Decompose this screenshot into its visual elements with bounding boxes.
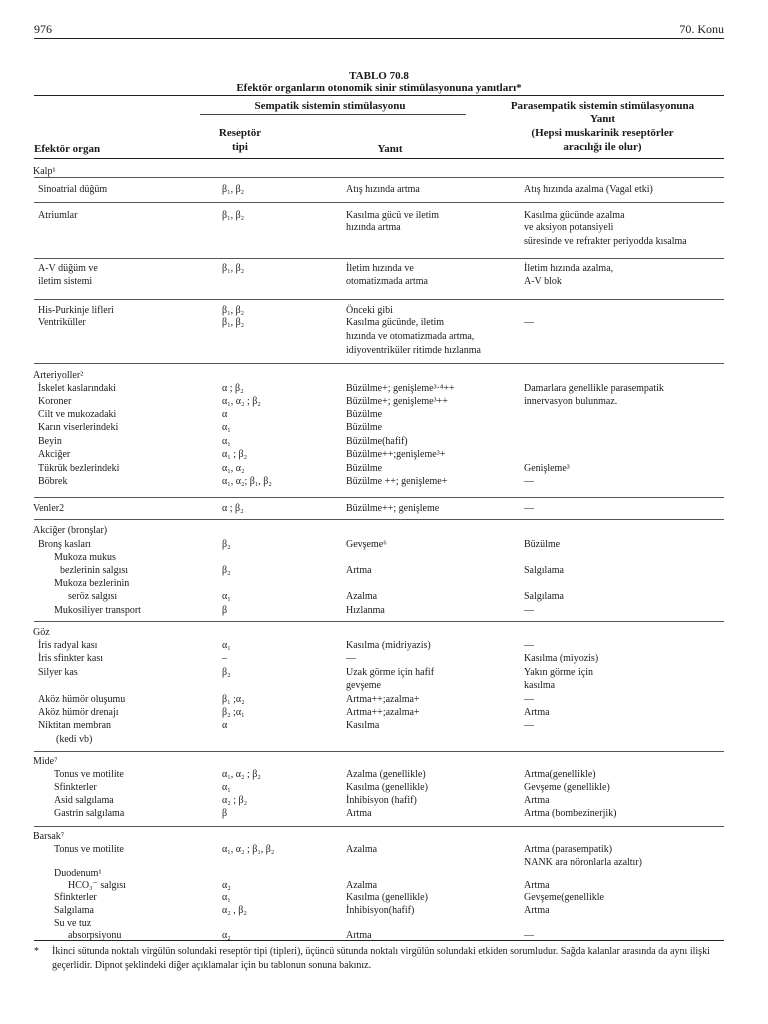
receptor-type-cell: α₁, α₂ — [222, 463, 245, 474]
effector-organ-cell: Asid salgılama — [54, 795, 114, 806]
effector-organ-cell: İris sfinkter kası — [38, 653, 103, 664]
parasympathetic-response-cell: innervasyon bulunmaz. — [524, 396, 618, 407]
effector-organ-cell: bezlerinin salgısı — [60, 565, 129, 576]
sympathetic-response-cell: Büzülme(hafif) — [346, 436, 408, 447]
sympathetic-response-cell: Büzülme ++; genişleme+ — [346, 476, 448, 487]
parasympathetic-response-cell: süresinde ve refrakter periyodda kısalma — [524, 236, 687, 247]
sympathetic-response-cell: Uzak görme için hafif — [346, 667, 435, 678]
effector-organ-cell: Venler2 — [33, 503, 65, 514]
sympathetic-response-cell: Önceki gibi — [346, 305, 393, 316]
receptor-type-cell: – — [222, 653, 227, 664]
parasympathetic-response-cell: ve aksiyon potansiyeli — [524, 222, 614, 233]
sympathetic-response-cell: Kasılma (midriyazis) — [346, 640, 431, 651]
sympathetic-response-cell: — — [346, 653, 356, 664]
receptor-type-cell: β — [222, 605, 228, 616]
parasympathetic-response-cell: — — [524, 694, 534, 705]
effector-organ-cell: Su ve tuz — [54, 918, 92, 929]
receptor-type-cell: β₁, β₂ — [222, 317, 245, 328]
sympathetic-response-cell: Artma — [346, 930, 372, 941]
effector-organ-cell: Sfinkterler — [54, 782, 97, 793]
parasympathetic-response-cell: Damarlara genellikle parasempatik — [524, 383, 664, 394]
receptor-type-cell: α₁, α₂; β₁, β₂ — [222, 476, 272, 487]
sympathetic-response-cell: Gevşeme⁶ — [346, 539, 387, 550]
effector-organ-cell: Göz — [33, 627, 50, 638]
effector-organ-cell: Kalp¹ — [33, 166, 56, 177]
parasympathetic-response-cell: NANK ara nöronlarla azaltır) — [524, 857, 642, 868]
effector-organ-cell: Barsak⁷ — [33, 831, 65, 842]
receptor-type-cell: α₁ — [222, 640, 231, 651]
group-separator — [34, 519, 724, 520]
group-separator — [34, 299, 724, 300]
parasympathetic-response-cell: İletim hızında azalma, — [524, 263, 614, 274]
sympathetic-response-cell: Atış hızında artma — [346, 184, 420, 195]
sympathetic-response-cell: Azalma — [346, 880, 378, 891]
parasympathetic-response-cell: A-V blok — [524, 276, 562, 287]
receptor-type-cell: β — [222, 808, 228, 819]
effector-organ-cell: Salgılama — [54, 905, 94, 916]
parasympathetic-response-cell: Artma — [524, 880, 550, 891]
receptor-type-cell: β₂ — [222, 667, 231, 678]
receptor-type-cell: α₁ — [222, 436, 231, 447]
parasympathetic-response-cell: Atış hızında azalma (Vagal etki) — [524, 184, 653, 195]
footnote-text: İkinci sütunda noktalı virgülün solundaki reseptör tipi (tipleri), üçüncü sütunda noktalı virgülün solundaki etkiden sorumludur. Sağda kalanlar arasında da aynı ilişki geçerlidir. Dipnot şeklindeki diğer açıklamalar için bu tablonun sonuna bakınız. — [52, 946, 710, 971]
parasympathetic-response-cell: Artma(genellikle) — [524, 769, 596, 780]
parasympathetic-response-cell: — — [524, 930, 534, 941]
sympathetic-response-cell: hızında ve otomatizmada artma, — [346, 331, 475, 342]
receptor-type-cell: α₂ — [222, 930, 231, 941]
receptor-type-cell: β₂ ;α₁ — [222, 707, 245, 718]
effector-organ-cell: Mukosiliyer transport — [54, 605, 141, 616]
response-heading: Yanıt — [377, 143, 403, 155]
parasympathetic-response-cell: — — [524, 476, 534, 487]
effector-organ-cell: Tonus ve motilite — [54, 769, 124, 780]
group-separator — [34, 497, 724, 498]
effector-organ-cell: Akciğer (bronşlar) — [33, 525, 108, 536]
receptor-type-cell: α ; β₂ — [222, 383, 244, 394]
sympathetic-response-cell: Azalma (genellikle) — [346, 769, 426, 780]
effector-organ-cell: absorpsiyonu — [68, 930, 122, 941]
parasympathetic-heading-3: (Hepsi muskarinik reseptörler — [531, 127, 674, 139]
effector-organ-cell: (kedi vb) — [56, 734, 93, 745]
group-separator — [34, 363, 724, 364]
group-separator — [34, 751, 724, 752]
parasympathetic-response-cell: Salgılama — [524, 565, 564, 576]
sympathetic-heading: Sempatik sistemin stimülasyonu — [254, 100, 406, 112]
effector-organ-cell: Mukoza bezlerinin — [54, 578, 130, 589]
group-separator — [34, 826, 724, 827]
group-separator — [34, 258, 724, 259]
effector-organ-cell: İskelet kaslarındaki — [38, 383, 117, 394]
receptor-type-cell: β₁, β₂ — [222, 305, 245, 316]
sympathetic-response-cell: Azalma — [346, 844, 378, 855]
receptor-type-cell: β₁, β₂ — [222, 263, 245, 274]
sympathetic-response-cell: Kasılma gücünde, iletim — [346, 317, 445, 328]
parasympathetic-heading-2: Yanıt — [589, 113, 616, 125]
effector-organ-cell: Karın viserlerindeki — [38, 422, 119, 433]
sympathetic-response-cell: Azalma — [346, 591, 378, 602]
receptor-type-cell: α₁, α₂ ; β₁, β₂ — [222, 844, 275, 855]
sympathetic-response-cell: Artma — [346, 808, 372, 819]
effector-organ-cell: seröz salgısı — [68, 591, 118, 602]
receptor-type-cell: α₁ — [222, 422, 231, 433]
receptor-type-cell: α₁, α₂ ; β₂ — [222, 396, 261, 407]
parasympathetic-response-cell: Artma — [524, 707, 550, 718]
footnote-marker: * — [34, 946, 39, 957]
parasympathetic-response-cell: — — [524, 640, 534, 651]
receptor-type-cell: α — [222, 409, 228, 420]
parasympathetic-heading-1: Parasempatik sistemin stimülasyonuna — [510, 100, 695, 112]
sympathetic-response-cell: hızında artma — [346, 222, 401, 233]
receptor-type-cell: α₁ ; β₂ — [222, 449, 248, 460]
sympathetic-response-cell: gevşeme — [346, 680, 381, 691]
chapter-label: 70. Konu — [679, 22, 724, 36]
receptor-type-cell: β₂ — [222, 539, 231, 550]
parasympathetic-response-cell: — — [524, 720, 534, 731]
receptor-type-cell: α₁, α₂ ; β₂ — [222, 769, 261, 780]
parasympathetic-response-cell: kasılma — [524, 680, 556, 691]
effector-organ-cell: Cilt ve mukozadaki — [38, 409, 117, 420]
sympathetic-response-cell: Artma++;azalma+ — [346, 694, 420, 705]
effector-organ-cell: Mukoza mukus — [54, 552, 116, 563]
effector-organ-cell: Sfinkterler — [54, 892, 97, 903]
effector-organ-cell: Tonus ve motilite — [54, 844, 124, 855]
effector-organ-cell: Sinoatrial düğüm — [38, 184, 108, 195]
effector-organ-cell: Aköz hümör drenajı — [38, 707, 119, 718]
parasympathetic-response-cell: Genişleme³ — [524, 463, 570, 474]
parasympathetic-heading-4: aracılığı ile olur) — [563, 141, 642, 153]
parasympathetic-response-cell: Gevşeme (genellikle) — [524, 782, 610, 793]
parasympathetic-response-cell: Büzülme — [524, 539, 561, 550]
effector-organ-cell: Aköz hümör oluşumu — [38, 694, 126, 705]
receptor-type-cell: α — [222, 720, 228, 731]
parasympathetic-response-cell: Artma (bombezinerjik) — [524, 808, 617, 819]
effector-organ-cell: A-V düğüm ve — [38, 263, 98, 274]
receptor-type-cell: α₁ — [222, 591, 231, 602]
effector-organ-cell: Duodenum¹ — [54, 868, 102, 879]
parasympathetic-response-cell: Artma — [524, 795, 550, 806]
receptor-type-cell: β₂ — [222, 565, 231, 576]
parasympathetic-response-cell: Salgılama — [524, 591, 564, 602]
sympathetic-response-cell: İnhibisyon (hafif) — [346, 795, 417, 806]
effector-organ-cell: Arteriyoller² — [33, 370, 84, 381]
sympathetic-response-cell: İnhibisyon(hafif) — [346, 905, 415, 916]
table-label: TABLO 70.8 — [349, 70, 409, 82]
parasympathetic-response-cell: Gevşeme(genellikle — [524, 892, 604, 903]
page-number: 976 — [34, 22, 52, 36]
effector-organ-cell: Mide⁷ — [33, 756, 58, 767]
sympathetic-response-cell: Büzülme — [346, 409, 383, 420]
parasympathetic-response-cell: Artma — [524, 905, 550, 916]
effector-heading: Efektör organ — [34, 143, 101, 155]
parasympathetic-response-cell: — — [524, 605, 534, 616]
sympathetic-response-cell: Artma++;azalma+ — [346, 707, 420, 718]
effector-organ-cell: iletim sistemi — [38, 276, 93, 287]
effector-organ-cell: His-Purkinje lifleri — [38, 305, 114, 316]
group-separator — [34, 177, 724, 178]
sympathetic-response-cell: Büzülme+; genişleme³·⁴++ — [346, 383, 455, 394]
sympathetic-response-cell: Artma — [346, 565, 372, 576]
parasympathetic-response-cell: — — [524, 317, 534, 328]
effector-organ-cell: İris radyal kası — [38, 640, 98, 651]
receptor-type-cell: β₁, β₂ — [222, 210, 245, 221]
receptor-type-cell: α ; β₂ — [222, 503, 244, 514]
effector-organ-cell: Beyin — [38, 436, 62, 447]
parasympathetic-response-cell: Kasılma (miyozis) — [524, 653, 599, 664]
sympathetic-response-cell: otomatizmada artma — [346, 276, 428, 287]
group-separator — [34, 621, 724, 622]
parasympathetic-response-cell: Artma (parasempatik) — [524, 844, 613, 855]
sympathetic-response-cell: Hızlanma — [346, 605, 385, 616]
receptor-type-cell: β₁, β₂ — [222, 184, 245, 195]
effector-organ-cell: Böbrek — [38, 476, 68, 487]
effector-organ-cell: Tükrük bezlerindeki — [38, 463, 120, 474]
effector-organ-cell: Atriumlar — [38, 210, 78, 221]
group-separator — [34, 202, 724, 203]
effector-organ-cell: Ventriküller — [38, 317, 86, 328]
receptor-type-cell: α₁ — [222, 892, 231, 903]
table-bottom-rule — [34, 940, 724, 941]
parasympathetic-response-cell: — — [524, 503, 534, 514]
parasympathetic-response-cell: Kasılma gücünde azalma — [524, 210, 625, 221]
sympathetic-response-cell: Kasılma (genellikle) — [346, 892, 428, 903]
sympathetic-response-cell: Büzülme — [346, 463, 383, 474]
sympathetic-response-cell: Kasılma — [346, 720, 380, 731]
receptor-type-cell: α₂ — [222, 880, 231, 891]
sympathetic-response-cell: idiyoventriküler ritimde hızlanma — [346, 345, 481, 356]
parasympathetic-response-cell: Yakın görme için — [524, 667, 593, 678]
sympathetic-response-cell: Büzülme++; genişleme — [346, 503, 440, 514]
effector-organ-cell: Gastrin salgılama — [54, 808, 125, 819]
receptor-type-cell: β₁ ;α₂ — [222, 694, 245, 705]
sympathetic-response-cell: Kasılma (genellikle) — [346, 782, 428, 793]
effector-organ-cell: Silyer kas — [38, 667, 78, 678]
sympathetic-response-cell: Büzülme — [346, 422, 383, 433]
effector-organ-cell: Koroner — [38, 396, 72, 407]
effector-organ-cell: HCO₃⁻ salgısı — [68, 880, 126, 891]
effector-organ-cell: Bronş kasları — [38, 539, 92, 550]
receptor-heading-2: tipi — [232, 141, 248, 153]
effector-organ-cell: Niktitan membran — [38, 720, 112, 731]
sympathetic-response-cell: Kasılma gücü ve iletim — [346, 210, 440, 221]
table-title: Efektör organların otonomik sinir stimülasyonuna yanıtları* — [236, 82, 522, 94]
sympathetic-response-cell: İletim hızında ve — [346, 263, 414, 274]
sympathetic-response-cell: Büzülme+; genişleme³++ — [346, 396, 448, 407]
receptor-type-cell: α₂ ; β₂ — [222, 795, 248, 806]
receptor-type-cell: α₂ , β₂ — [222, 905, 247, 916]
sympathetic-response-cell: Büzülme++;genişleme³+ — [346, 449, 446, 460]
effector-organ-cell: Akciğer — [38, 449, 71, 460]
receptor-type-cell: α₁ — [222, 782, 231, 793]
receptor-heading-1: Reseptör — [218, 127, 262, 139]
